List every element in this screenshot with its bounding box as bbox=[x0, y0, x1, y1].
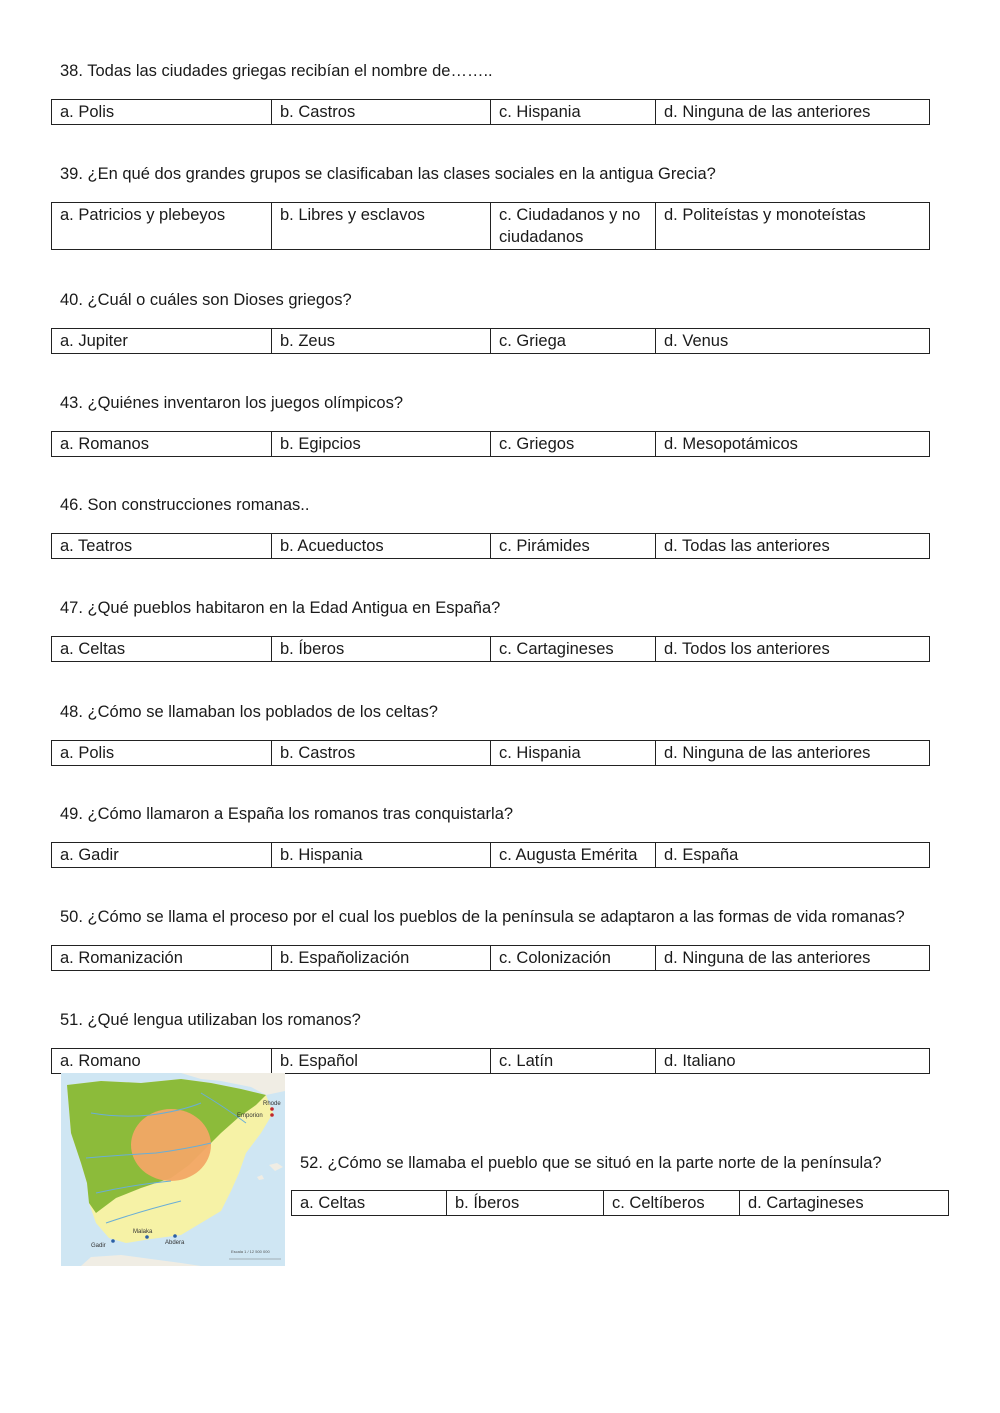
iberian-peninsula-map bbox=[61, 1073, 285, 1266]
options-table-38 bbox=[51, 99, 930, 125]
option-a[interactable]: a. Celtas bbox=[292, 1191, 447, 1216]
option-b[interactable]: b. Íberos bbox=[447, 1191, 604, 1216]
option-c[interactable]: c. Pirámides bbox=[491, 534, 656, 559]
option-d[interactable]: d. Ninguna de las anteriores bbox=[656, 946, 930, 971]
question-49: 49. ¿Cómo llamaron a España los romanos tras conquistarla? bbox=[60, 805, 514, 823]
option-c[interactable]: c. Augusta Emérita bbox=[491, 843, 656, 868]
options-table-47 bbox=[51, 636, 930, 662]
option-d[interactable]: d. Ninguna de las anteriores bbox=[656, 741, 930, 766]
question-40: 40. ¿Cuál o cuáles son Dioses griegos? bbox=[60, 291, 352, 309]
options-table-49 bbox=[51, 842, 930, 868]
option-d[interactable]: d. Mesopotámicos bbox=[656, 432, 930, 457]
option-b[interactable]: b. Íberos bbox=[272, 637, 491, 662]
option-c[interactable]: c. Celtíberos bbox=[604, 1191, 740, 1216]
city-marker-abdera bbox=[173, 1234, 177, 1238]
label-rhode: Rhode bbox=[263, 1101, 281, 1107]
question-47: 47. ¿Qué pueblos habitaron en la Edad Antigua en España? bbox=[60, 599, 501, 617]
option-c[interactable]: c. Hispania bbox=[491, 100, 656, 125]
option-b[interactable]: b. Zeus bbox=[272, 329, 491, 354]
options-table-39 bbox=[51, 202, 930, 250]
options-table-43 bbox=[51, 431, 930, 457]
option-d[interactable]: d. Venus bbox=[656, 329, 930, 354]
options-table-40 bbox=[51, 328, 930, 354]
option-d[interactable]: d. Cartagineses bbox=[740, 1191, 949, 1216]
question-39: 39. ¿En qué dos grandes grupos se clasificaban las clases sociales en la antigua Grecia? bbox=[60, 165, 716, 183]
option-a[interactable]: a. Gadir bbox=[52, 843, 272, 868]
option-b[interactable]: b. Acueductos bbox=[272, 534, 491, 559]
option-d[interactable]: d. Ninguna de las anteriores bbox=[656, 100, 930, 125]
option-c[interactable]: c. Hispania bbox=[491, 741, 656, 766]
option-c[interactable]: c. Latín bbox=[491, 1049, 656, 1074]
label-malaka: Malaka bbox=[133, 1229, 153, 1235]
option-c[interactable]: c. Griega bbox=[491, 329, 656, 354]
option-d[interactable]: d. Politeístas y monoteístas bbox=[656, 203, 930, 250]
option-c[interactable]: c. Cartagineses bbox=[491, 637, 656, 662]
options-table-50 bbox=[51, 945, 930, 971]
option-b[interactable]: b. Castros bbox=[272, 100, 491, 125]
options-table-51 bbox=[51, 1048, 930, 1074]
label-gadir: Gadir bbox=[91, 1243, 106, 1249]
option-a[interactable]: a. Polis bbox=[52, 741, 272, 766]
option-d[interactable]: d. Todos los anteriores bbox=[656, 637, 930, 662]
question-48: 48. ¿Cómo se llamaban los poblados de los celtas? bbox=[60, 703, 438, 721]
options-table-46 bbox=[51, 533, 930, 559]
option-b[interactable]: b. Libres y esclavos bbox=[272, 203, 491, 250]
question-51: 51. ¿Qué lengua utilizaban los romanos? bbox=[60, 1011, 361, 1029]
option-a[interactable]: a. Polis bbox=[52, 100, 272, 125]
option-d[interactable]: d. Italiano bbox=[656, 1049, 930, 1074]
center-region bbox=[131, 1109, 211, 1181]
city-marker-malaka bbox=[145, 1235, 149, 1239]
question-50: 50. ¿Cómo se llama el proceso por el cual los pueblos de la península se adaptaron a las formas de vida romanas? bbox=[60, 908, 905, 926]
option-b[interactable]: b. Hispania bbox=[272, 843, 491, 868]
option-a[interactable]: a. Patricios y plebeyos bbox=[52, 203, 272, 250]
option-d[interactable]: d. Todas las anteriores bbox=[656, 534, 930, 559]
option-c[interactable]: c. Ciudadanos y no ciudadanos bbox=[491, 203, 656, 250]
option-c[interactable]: c. Colonización bbox=[491, 946, 656, 971]
option-a[interactable]: a. Jupiter bbox=[52, 329, 272, 354]
option-a[interactable]: a. Romanos bbox=[52, 432, 272, 457]
city-marker-rhode bbox=[270, 1107, 274, 1111]
option-b[interactable]: b. Españolización bbox=[272, 946, 491, 971]
options-table-48 bbox=[51, 740, 930, 766]
option-c[interactable]: c. Griegos bbox=[491, 432, 656, 457]
option-a[interactable]: a. Celtas bbox=[52, 637, 272, 662]
label-emporion: Emporion bbox=[237, 1113, 263, 1119]
question-52: 52. ¿Cómo se llamaba el pueblo que se situó en la parte norte de la península? bbox=[300, 1154, 882, 1172]
map-scale-label: Escala 1 / 12 500 000 bbox=[231, 1249, 270, 1254]
option-a[interactable]: a. Romanización bbox=[52, 946, 272, 971]
option-b[interactable]: b. Castros bbox=[272, 741, 491, 766]
option-d[interactable]: d. España bbox=[656, 843, 930, 868]
question-43: 43. ¿Quiénes inventaron los juegos olímpicos? bbox=[60, 394, 404, 412]
option-a[interactable]: a. Romano bbox=[52, 1049, 272, 1074]
option-b[interactable]: b. Español bbox=[272, 1049, 491, 1074]
option-b[interactable]: b. Egipcios bbox=[272, 432, 491, 457]
option-a[interactable]: a. Teatros bbox=[52, 534, 272, 559]
city-marker-gadir bbox=[111, 1239, 115, 1243]
options-table-52 bbox=[291, 1190, 949, 1216]
question-46: 46. Son construcciones romanas.. bbox=[60, 496, 310, 514]
label-abdera: Abdera bbox=[165, 1240, 185, 1246]
question-38: 38. Todas las ciudades griegas recibían el nombre de…….. bbox=[60, 62, 493, 80]
city-marker-emporion bbox=[270, 1113, 274, 1117]
